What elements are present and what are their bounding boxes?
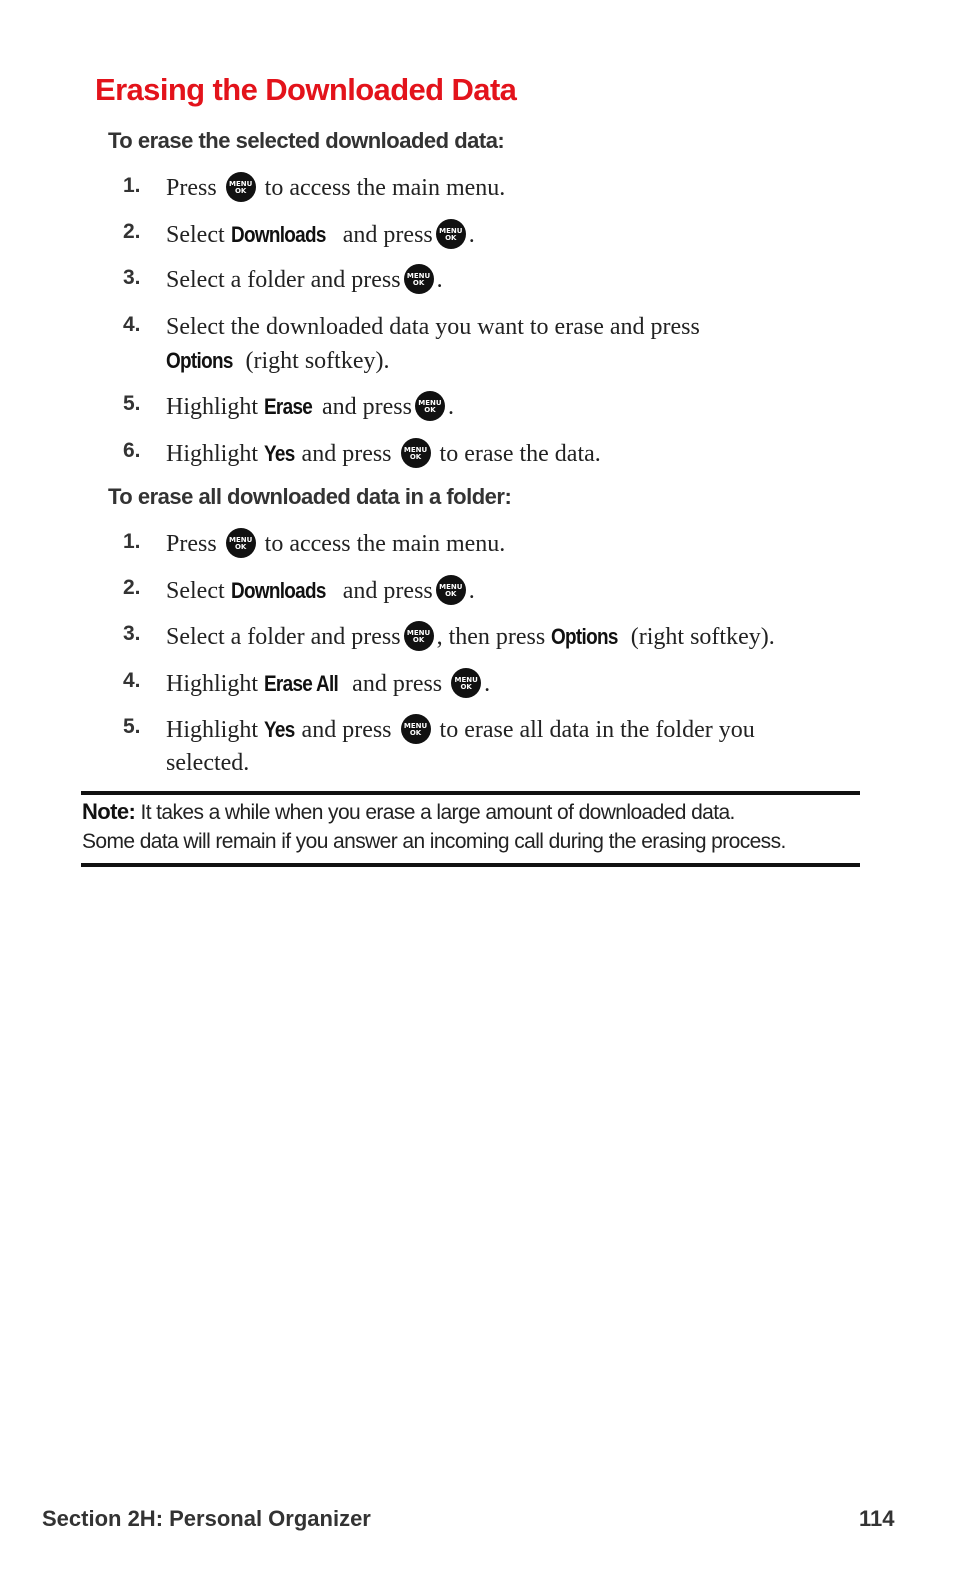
step-number: 4. — [123, 669, 141, 692]
step-number: 1. — [123, 530, 141, 553]
note-line-2: Some data will remain if you answer an incoming call during the erasing process. — [82, 830, 786, 853]
menu-ok-key-icon: MENU OK — [415, 391, 445, 421]
step-text-part: to erase all data in the folder you selected. — [166, 717, 755, 776]
page-number: 114 — [859, 1506, 895, 1531]
section-heading: To erase all downloaded data in a folder: — [108, 484, 512, 509]
step-text-part: Highlight — [166, 394, 259, 420]
step-text-part: Select — [166, 578, 225, 604]
step-text-part: Press — [166, 175, 217, 201]
step-text-part: . — [484, 671, 491, 697]
step-number: 4. — [123, 313, 141, 336]
step-text — [166, 713, 826, 780]
step-text — [166, 620, 866, 654]
keyword: Downloads — [230, 578, 326, 603]
menu-ok-key-icon: MENU OK — [226, 528, 256, 558]
menu-ok-key-icon: MENU OK — [401, 714, 431, 744]
menu-ok-key-icon: MENU OK — [436, 219, 466, 249]
step-text-part: (right softkey). — [630, 624, 775, 650]
step-text-part: and press — [352, 671, 443, 697]
step-number: 3. — [123, 266, 141, 289]
step-text-part: , then press — [436, 624, 546, 650]
step-text-part: and press — [301, 717, 392, 743]
step-text — [166, 667, 856, 701]
step-text-part: Highlight — [166, 717, 259, 743]
step-text — [166, 390, 856, 424]
menu-ok-key-icon: MENU OK — [451, 668, 481, 698]
step-text — [166, 528, 856, 561]
step-text-part: . — [447, 394, 454, 420]
step-text — [166, 574, 856, 608]
keyword: Yes — [264, 441, 295, 466]
step-text-part: Select a folder and press — [166, 267, 401, 293]
footer-section: Section 2H: Personal Organizer — [42, 1506, 371, 1531]
note-line-1: It takes a while when you erase a large amount of downloaded data. — [140, 801, 735, 824]
step-text — [166, 218, 856, 252]
step-text — [166, 311, 856, 378]
menu-ok-key-icon: MENU OK — [436, 575, 466, 605]
step-text-part: . — [468, 578, 475, 604]
keyword: Downloads — [230, 222, 326, 247]
note-top-rule — [81, 791, 860, 795]
step-text-part: . — [436, 267, 443, 293]
note-label: Note: — [82, 799, 136, 824]
step-text-part: Select the downloaded data you want to erase and press — [166, 314, 700, 340]
keyword: Options — [166, 348, 233, 373]
step-number: 5. — [123, 715, 141, 738]
step-text-part: Highlight — [166, 671, 259, 697]
step-text-part: to access the main menu. — [264, 531, 506, 557]
keyword: Yes — [264, 717, 295, 742]
step-text-part: (right softkey). — [245, 348, 390, 374]
step-number: 5. — [123, 392, 141, 415]
step-text-part: Select — [166, 222, 225, 248]
step-number: 6. — [123, 439, 141, 462]
menu-ok-key-icon: MENU OK — [226, 172, 256, 202]
step-text-part: Select a folder and press — [166, 624, 401, 650]
step-number: 2. — [123, 576, 141, 599]
step-text — [166, 264, 856, 297]
menu-ok-key-icon: MENU OK — [401, 438, 431, 468]
step-number: 3. — [123, 622, 141, 645]
step-text-part: and press — [342, 222, 433, 248]
keyword: Erase All — [264, 671, 339, 696]
step-text-part: . — [468, 222, 475, 248]
step-number: 1. — [123, 174, 141, 197]
keyword: Options — [551, 624, 618, 649]
step-text — [166, 172, 856, 205]
note-box — [82, 797, 872, 856]
step-text-part: and press — [321, 394, 412, 420]
step-text-part: and press — [301, 441, 392, 467]
menu-ok-key-icon: MENU OK — [404, 264, 434, 294]
section-heading: To erase the selected downloaded data: — [108, 128, 505, 153]
step-number: 2. — [123, 220, 141, 243]
keyword: Erase — [264, 394, 313, 419]
page-title: Erasing the Downloaded Data — [95, 72, 517, 107]
step-text-part: Highlight — [166, 441, 259, 467]
step-text-part: and press — [342, 578, 433, 604]
step-text-part: to erase the data. — [439, 441, 601, 467]
step-text — [166, 437, 856, 471]
step-text-part: to access the main menu. — [264, 175, 506, 201]
note-bottom-rule — [81, 863, 860, 867]
menu-ok-key-icon: MENU OK — [404, 621, 434, 651]
step-text-part: Press — [166, 531, 217, 557]
